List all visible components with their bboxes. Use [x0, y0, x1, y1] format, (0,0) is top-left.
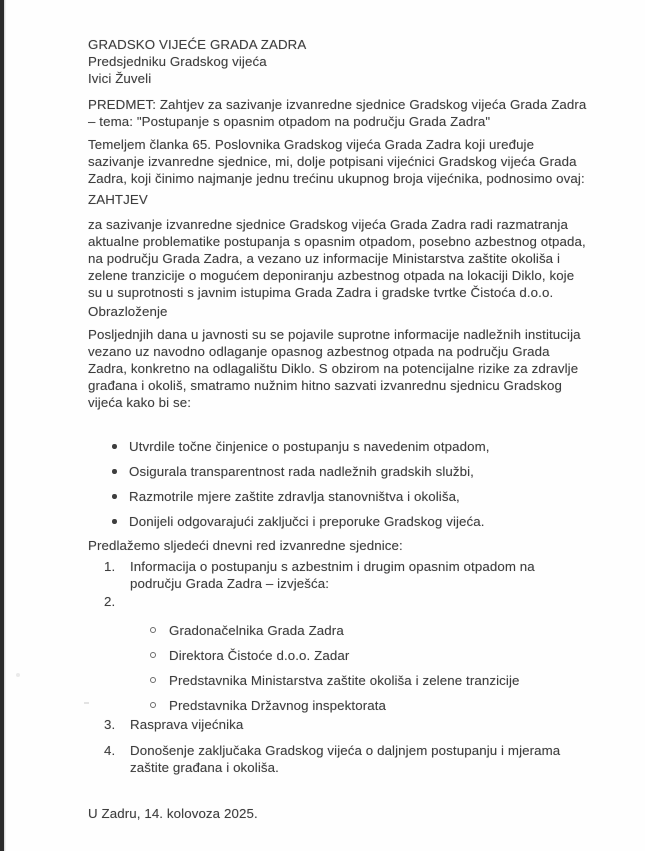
recipient-organization: GRADSKO VIJEĆE GRADA ZADRA — [88, 37, 307, 52]
list-item — [88, 697, 588, 714]
agenda-item-text: Rasprava vijećnika — [130, 717, 244, 732]
list-item — [88, 488, 588, 505]
intro-paragraph: Temeljem članka 65. Poslovnika Gradskog vijeća Grada Zadra koji uređuje sazivanje izvanredne sjednice, mi, dolje potpisani vijećnici Gradskog vijeća Grada Zadra, koji činimo najmanje jednu trećinu ukupnog broja vijećnika, podnosimo ovaj: — [88, 137, 585, 186]
agenda-item — [88, 742, 588, 776]
list-item — [88, 463, 588, 480]
report-text: Predstavnika Ministarstva zaštite okoliša i zelene tranzicije — [169, 673, 520, 688]
recipient-person: Ivici Žuveli — [88, 71, 152, 86]
goals-list — [88, 438, 588, 530]
agenda-item-number: 4. — [104, 743, 116, 758]
subject-line: PREDMET: Zahtjev za sazivanje izvanredne sjednice Gradskog vijeća Grada Zadra – tema: "Postupanje s opasnim otpadom na području Grada Zadra" — [88, 97, 587, 129]
agenda-item — [88, 716, 588, 733]
list-item — [88, 647, 588, 664]
scan-artifact-dot — [16, 673, 20, 677]
letter-content — [88, 0, 588, 822]
recipient-role: Predsjedniku Gradskog vijeća — [88, 54, 267, 69]
agenda-item-text: Donošenje zaključaka Gradskog vijeća o daljnjem postupanju i mjerama zaštite građana i okoliša. — [130, 743, 561, 775]
agenda-list — [88, 558, 588, 776]
scanner-edge-shadow — [4, 0, 6, 851]
goal-text: Razmotrile mjere zaštite zdravlja stanovništva i okoliša, — [129, 489, 460, 504]
agenda-item — [88, 558, 588, 592]
report-text: Direktora Čistoće d.o.o. Zadar — [169, 648, 350, 663]
goal-text: Utvrdile točne činjenice o postupanju s navedenim otpadom, — [129, 439, 490, 454]
list-item — [88, 438, 588, 455]
place-date-line: U Zadru, 14. kolovoza 2025. — [88, 806, 258, 821]
explanation-paragraph: Posljednjih dana u javnosti su se pojavile suprotne informacije nadležnih institucija vezano uz navodno odlaganje opasnog azbestnog otpada na području Grada Zadra, konkretno na odlagalištu Diklo. S obzirom na potencijalne rizike za zdravlje građana i okoliš, smatramo nužnim hitno sazvati izvanrednu sjednicu Gradskog vijeća kako bi se: — [88, 327, 581, 410]
report-text: Predstavnika Državnog inspektorata — [169, 698, 387, 713]
list-item — [88, 622, 588, 639]
list-item — [88, 513, 588, 530]
report-text: Gradonačelnika Grada Zadra — [169, 623, 344, 638]
goal-text: Osigurala transparentnost rada nadležnih gradskih službi, — [129, 464, 474, 479]
agenda-intro-line: Predlažemo sljedeći dnevni red izvanredne sjednice: — [88, 538, 403, 553]
goal-text: Donijeli odgovarajući zaključci i preporuke Gradskog vijeća. — [129, 514, 485, 529]
recipient-block — [88, 36, 588, 87]
agenda-item-text: Informacija o postupanju s azbestnim i drugim opasnim otpadom na području Grada Zadra – izvješća: — [130, 559, 535, 591]
request-title: ZAHTJEV — [88, 192, 148, 207]
agenda-item-number: 1. — [104, 559, 116, 574]
agenda-item — [88, 593, 588, 610]
agenda-item-number: 2. — [104, 594, 116, 609]
reports-sublist — [88, 622, 588, 714]
request-body-paragraph: za sazivanje izvanredne sjednice Gradskog vijeća Grada Zadra radi razmatranja aktualne problematike postupanja s opasnim otpadom, posebno azbestnog otpada, na području Grada Zadra, a vezano uz informacije Ministarstva zaštite okoliša i zelene tranzicije o mogućem deponiranju azbestnog otpada na lokaciji Diklo, koje su u suprotnosti s javnim istupima Grada Zadra i gradske tvrtke Čistoća d.o.o. — [88, 217, 586, 300]
explanation-title: Obrazloženje — [88, 304, 168, 319]
agenda-item-number: 3. — [104, 717, 116, 732]
list-item — [88, 672, 588, 689]
